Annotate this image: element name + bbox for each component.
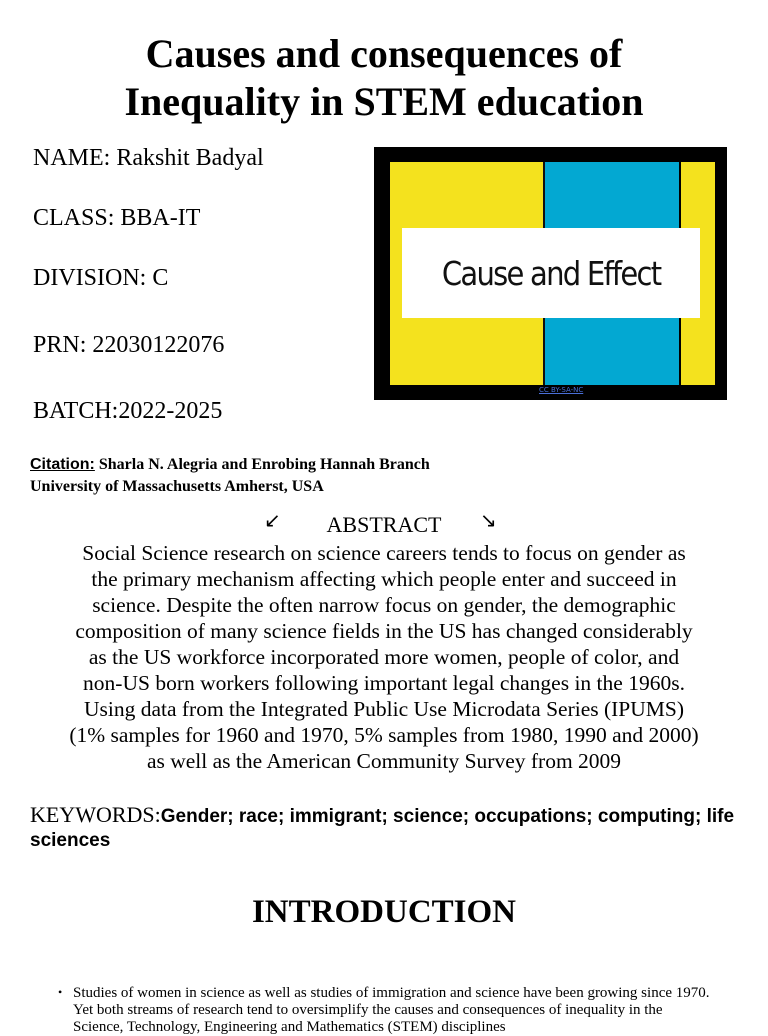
abstract-line: Using data from the Integrated Public Use Microdata Series (IPUMS)	[83, 697, 685, 721]
keywords	[30, 803, 750, 853]
image-background	[390, 162, 715, 385]
abstract-line: as well as the American Community Survey from 2009	[146, 749, 622, 773]
abstract-line: (1% samples for 1960 and 1970, 5% samples from 1980, 1990 and 2000)	[69, 723, 699, 747]
title-line-1: Causes and consequences of	[145, 31, 623, 76]
title-line-2: Inequality in STEM education	[124, 79, 644, 124]
keywords-label: KEYWORDS:	[30, 802, 161, 827]
introduction-heading: INTRODUCTION	[251, 894, 517, 930]
citation-authors: Sharla N. Alegria and Enrobing Hannah Branch	[94, 456, 430, 473]
citation-affiliation: University of Massachusetts Amherst, USA	[30, 478, 324, 495]
abstract-line: composition of many science fields in the US has changed considerably	[75, 619, 693, 643]
cause-and-effect-image	[374, 147, 727, 400]
arrow-down-left-icon: ↙	[264, 508, 281, 532]
citation-label: Citation:	[30, 456, 95, 473]
abstract-heading: ABSTRACT	[326, 512, 442, 537]
abstract-line: the primary mechanism affecting which people enter and succeed in	[91, 567, 677, 591]
keywords-text: Gender; race; immigrant; science; occupations; computing; life sciences	[30, 806, 735, 851]
abstract-body	[24, 540, 744, 774]
license-link[interactable]: CC BY-SA-NC	[539, 386, 584, 394]
citation	[30, 454, 430, 498]
image-label-box	[402, 228, 700, 318]
student-batch: BATCH:2022-2025	[33, 398, 223, 424]
abstract-line: Social Science research on science careers tends to focus on gender as	[82, 541, 686, 565]
student-class: CLASS: BBA-IT	[33, 205, 201, 231]
student-division: DIVISION: C	[33, 265, 169, 291]
student-name: NAME: Rakshit Badyal	[33, 145, 264, 171]
student-prn: PRN: 22030122076	[33, 332, 225, 358]
introduction-text: Studies of women in science as well as studies of immigration and science have been growing since 1970. Yet both streams of research tend to oversimplify the causes and consequences of inequality in the Science, Technology, Engineering and Mathematics (STEM) disciplines	[73, 985, 710, 1035]
abstract-line: science. Despite the often narrow focus on gender, the demographic	[92, 593, 676, 617]
bullet-icon: •	[58, 985, 63, 999]
arrow-down-right-icon: ↘	[480, 508, 497, 532]
abstract-line: non-US born workers following important legal changes in the 1960s.	[83, 671, 685, 695]
image-label: Cause and Effect	[441, 253, 661, 293]
abstract-line: as the US workforce incorporated more women, people of color, and	[88, 645, 680, 669]
page-title	[0, 30, 768, 126]
